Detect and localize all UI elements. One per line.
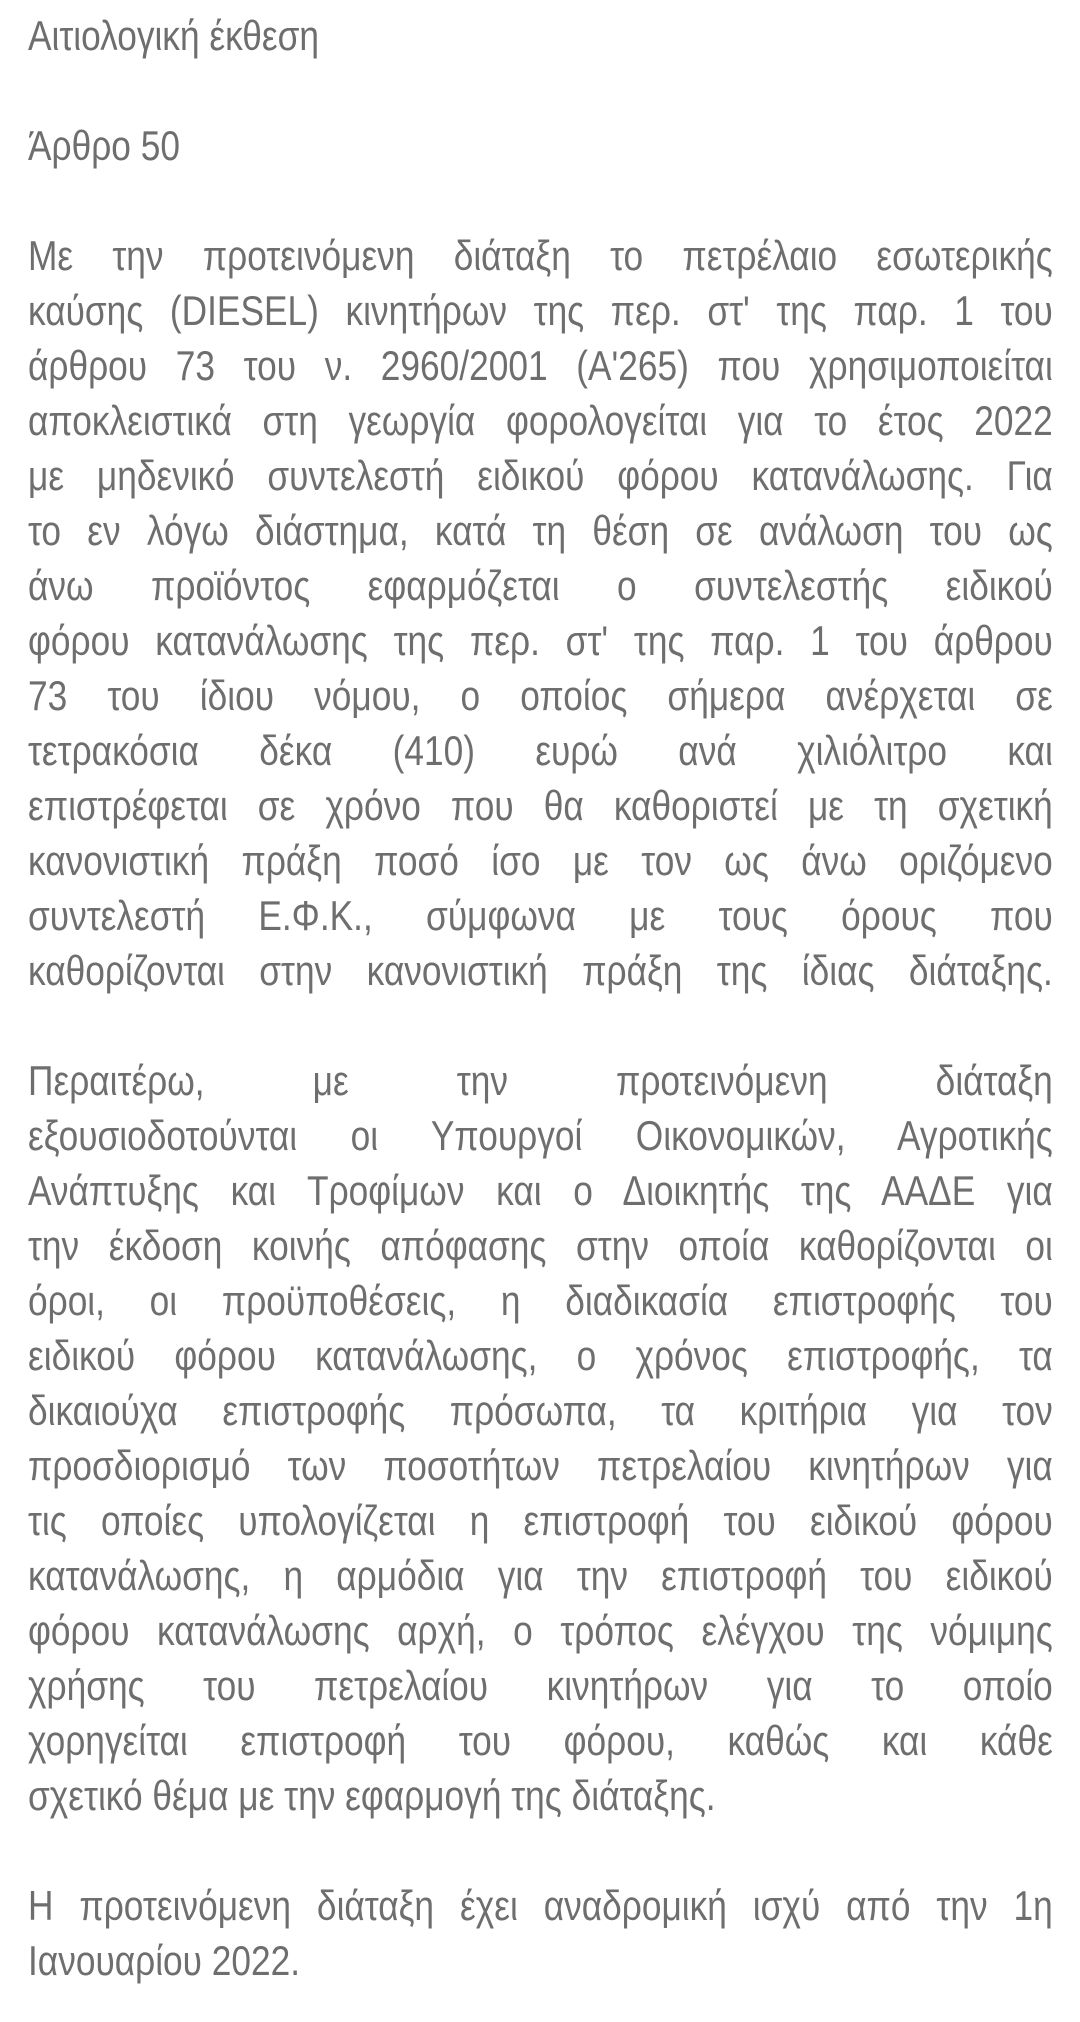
article-heading: Άρθρο 50: [28, 122, 180, 169]
text-line: την έκδοση κοινής απόφασης στην οποία καθορίζονται οι: [28, 1222, 1053, 1269]
article-heading-block: [28, 118, 1053, 173]
text-line: καύσης (DIESEL) κινητήρων της περ. στ' της παρ. 1 του: [28, 287, 1053, 334]
text-line: Περαιτέρω, με την προτεινόμενη διάταξη: [28, 1057, 1053, 1104]
text-line: επιστρέφεται σε χρόνο που θα καθοριστεί με τη σχετική: [28, 782, 1053, 829]
text-line: Ανάπτυξης και Τροφίμων και ο Διοικητής της ΑΑΔΕ για: [28, 1167, 1053, 1214]
text-line: 73 του ίδιου νόμου, ο οποίος σήμερα ανέρχεται σε: [28, 672, 1053, 719]
text-line: δικαιούχα επιστροφής πρόσωπα, τα κριτήρια για τον: [28, 1387, 1053, 1434]
text-line: χορηγείται επιστροφή του φόρου, καθώς και κάθε: [28, 1717, 1053, 1764]
document-page: [28, 8, 1053, 1988]
paragraph-2: [28, 1053, 1053, 1823]
text-line: όροι, οι προϋποθέσεις, η διαδικασία επιστροφής του: [28, 1277, 1053, 1324]
text-line: Με την προτεινόμενη διάταξη το πετρέλαιο εσωτερικής: [28, 232, 1053, 279]
text-line: ειδικού φόρου κατανάλωσης, ο χρόνος επιστροφής, τα: [28, 1332, 1053, 1379]
text-line: Ιανουαρίου 2022.: [28, 1937, 301, 1984]
document-title: Αιτιολογική έκθεση: [28, 12, 320, 59]
text-line: φόρου κατανάλωσης της περ. στ' της παρ. 1 του άρθρου: [28, 617, 1053, 664]
text-line: προσδιορισμό των ποσοτήτων πετρελαίου κινητήρων για: [28, 1442, 1053, 1489]
paragraph-1: [28, 228, 1053, 998]
text-line: χρήσης του πετρελαίου κινητήρων για το οποίο: [28, 1662, 1053, 1709]
paragraph-3: [28, 1878, 1053, 1988]
text-line: κανονιστική πράξη ποσό ίσο με τον ως άνω οριζόμενο: [28, 837, 1053, 884]
text-line: άνω προϊόντος εφαρμόζεται ο συντελεστής ειδικού: [28, 562, 1053, 609]
text-line: τις οποίες υπολογίζεται η επιστροφή του ειδικού φόρου: [28, 1497, 1053, 1544]
document-title-block: [28, 8, 1053, 63]
text-line: σχετικό θέμα με την εφαρμογή της διάταξης.: [28, 1772, 716, 1819]
text-line: κατανάλωσης, η αρμόδια για την επιστροφή του ειδικού: [28, 1552, 1053, 1599]
text-line: τετρακόσια δέκα (410) ευρώ ανά χιλιόλιτρο και: [28, 727, 1053, 774]
text-line: αποκλειστικά στη γεωργία φορολογείται για το έτος 2022: [28, 397, 1053, 444]
text-line: καθορίζονται στην κανονιστική πράξη της ίδιας διάταξης.: [28, 947, 1053, 994]
text-line: άρθρου 73 του ν. 2960/2001 (Α'265) που χρησιμοποιείται: [28, 342, 1053, 389]
text-line: συντελεστή Ε.Φ.Κ., σύμφωνα με τους όρους που: [28, 892, 1053, 939]
text-line: Η προτεινόμενη διάταξη έχει αναδρομική ισχύ από την 1η: [28, 1882, 1053, 1929]
text-line: εξουσιοδοτούνται οι Υπουργοί Οικονομικών, Αγροτικής: [28, 1112, 1053, 1159]
text-line: με μηδενικό συντελεστή ειδικού φόρου κατανάλωσης. Για: [28, 452, 1053, 499]
text-line: φόρου κατανάλωσης αρχή, ο τρόπος ελέγχου της νόμιμης: [28, 1607, 1053, 1654]
text-line: το εν λόγω διάστημα, κατά τη θέση σε ανάλωση του ως: [28, 507, 1053, 554]
